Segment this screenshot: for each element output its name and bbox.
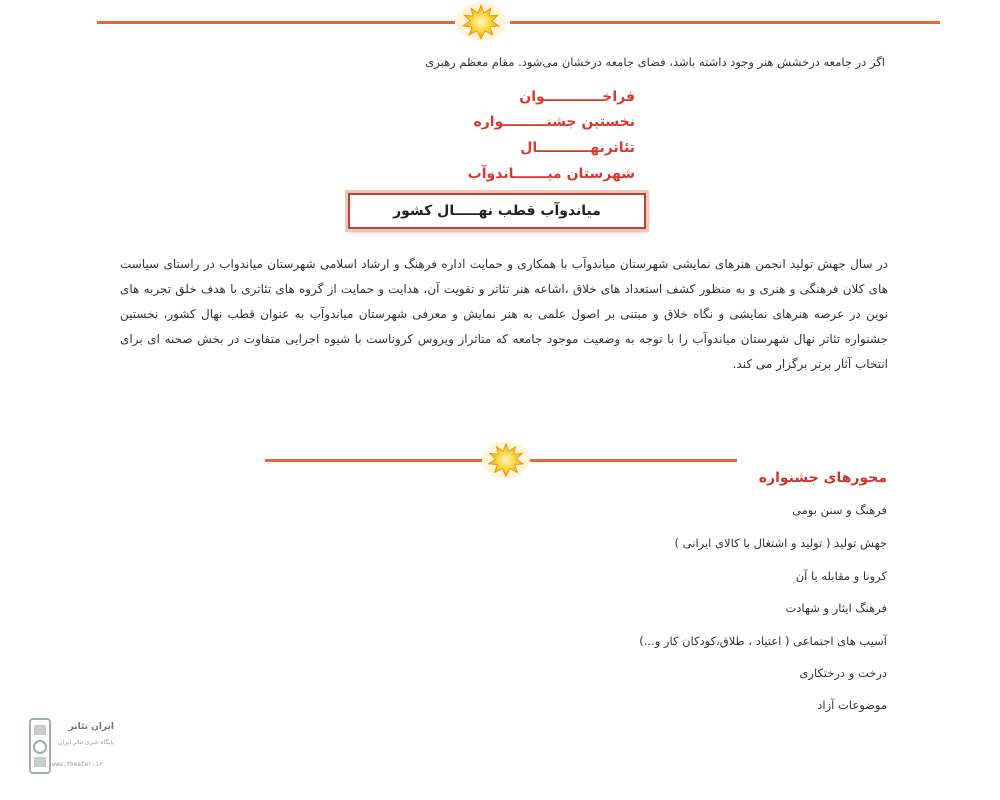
slogan-box (348, 193, 646, 229)
sun-ornament-icon (481, 440, 531, 480)
top-divider-line-right (510, 21, 940, 24)
sun-ornament-icon (455, 2, 507, 42)
topic-item: فرهنگ ایثار و شهادت (785, 601, 887, 615)
topic-item: موضوعات آزاد (817, 698, 887, 712)
topic-item: درخت و درختکاری (799, 666, 887, 680)
mid-divider-line-left (265, 459, 482, 462)
slogan-text: میاندوآب قطب نهـــــال کشور (393, 203, 601, 219)
leader-quote: اگر در جامعه درخشش هنر وجود داشته باشد، فضای جامعه درخشان می‌شود. مقام معظم رهبری (425, 55, 885, 69)
call-title-line-2: نخستین جشنـــــــــواره (473, 114, 635, 130)
topic-item: آسیب های اجتماعی ( اعتیاد ، طلاق،کودکان کار و...) (639, 634, 887, 648)
topics-heading: محورهای جشنواره (758, 470, 887, 486)
intro-paragraph: در سال جهش تولید انجمن هنرهای نمایشی شهرستان میاندوآب با همکاری و حمایت اداره فرهنگ و ارشاد اسلامی شهرستان میاندواب در راستای سیاست های کلان فرهنگی و هنری و به منظور کشف استعداد های خلاق ،اشاعه هنر تئاتر و تقویت آن، هدایت و حمایت از گروه های تئاتری با هدف خلق تجربه های نوین در عرصه هنرهای نمایشی و نگاه خلاق و مبتنی بر اصول علمی به هنر نمایش و معرفی شهرستان میاندوآب به عنوان قطب نهال کشور، نخستین جشنواره تئاتر نهال شهرستان میاندوآب را با توجه به وضعیت موجود جامعه که متاثراز ویروس کروناست با شیوه اجرایی متفاوت در بخش صحنه ای برای انتخاب آثار برتر برگزار می کند. (120, 257, 888, 371)
call-title-line-1: فراخــــــــــــوان (519, 89, 635, 105)
logo-name: ایران تئاتر (68, 722, 114, 732)
logo-url: www.theater.ir (52, 761, 103, 768)
call-title-line-3: تئاترنهـــــــــــال (520, 140, 635, 156)
mid-divider-line-right (530, 459, 737, 462)
top-divider-line-left (97, 21, 455, 24)
call-title-line-4: شهرستان میـــــــاندوآب (467, 166, 635, 182)
topic-item: فرهنگ و سنن بومی (792, 503, 887, 517)
topic-item: جهش تولید ( تولید و اشتغال با کالای ایرانی ) (674, 536, 887, 550)
topic-item: کرونا و مقابله با آن (795, 569, 887, 583)
logo-subtitle: پایگاه خبری تئاتر ایران (58, 739, 114, 746)
